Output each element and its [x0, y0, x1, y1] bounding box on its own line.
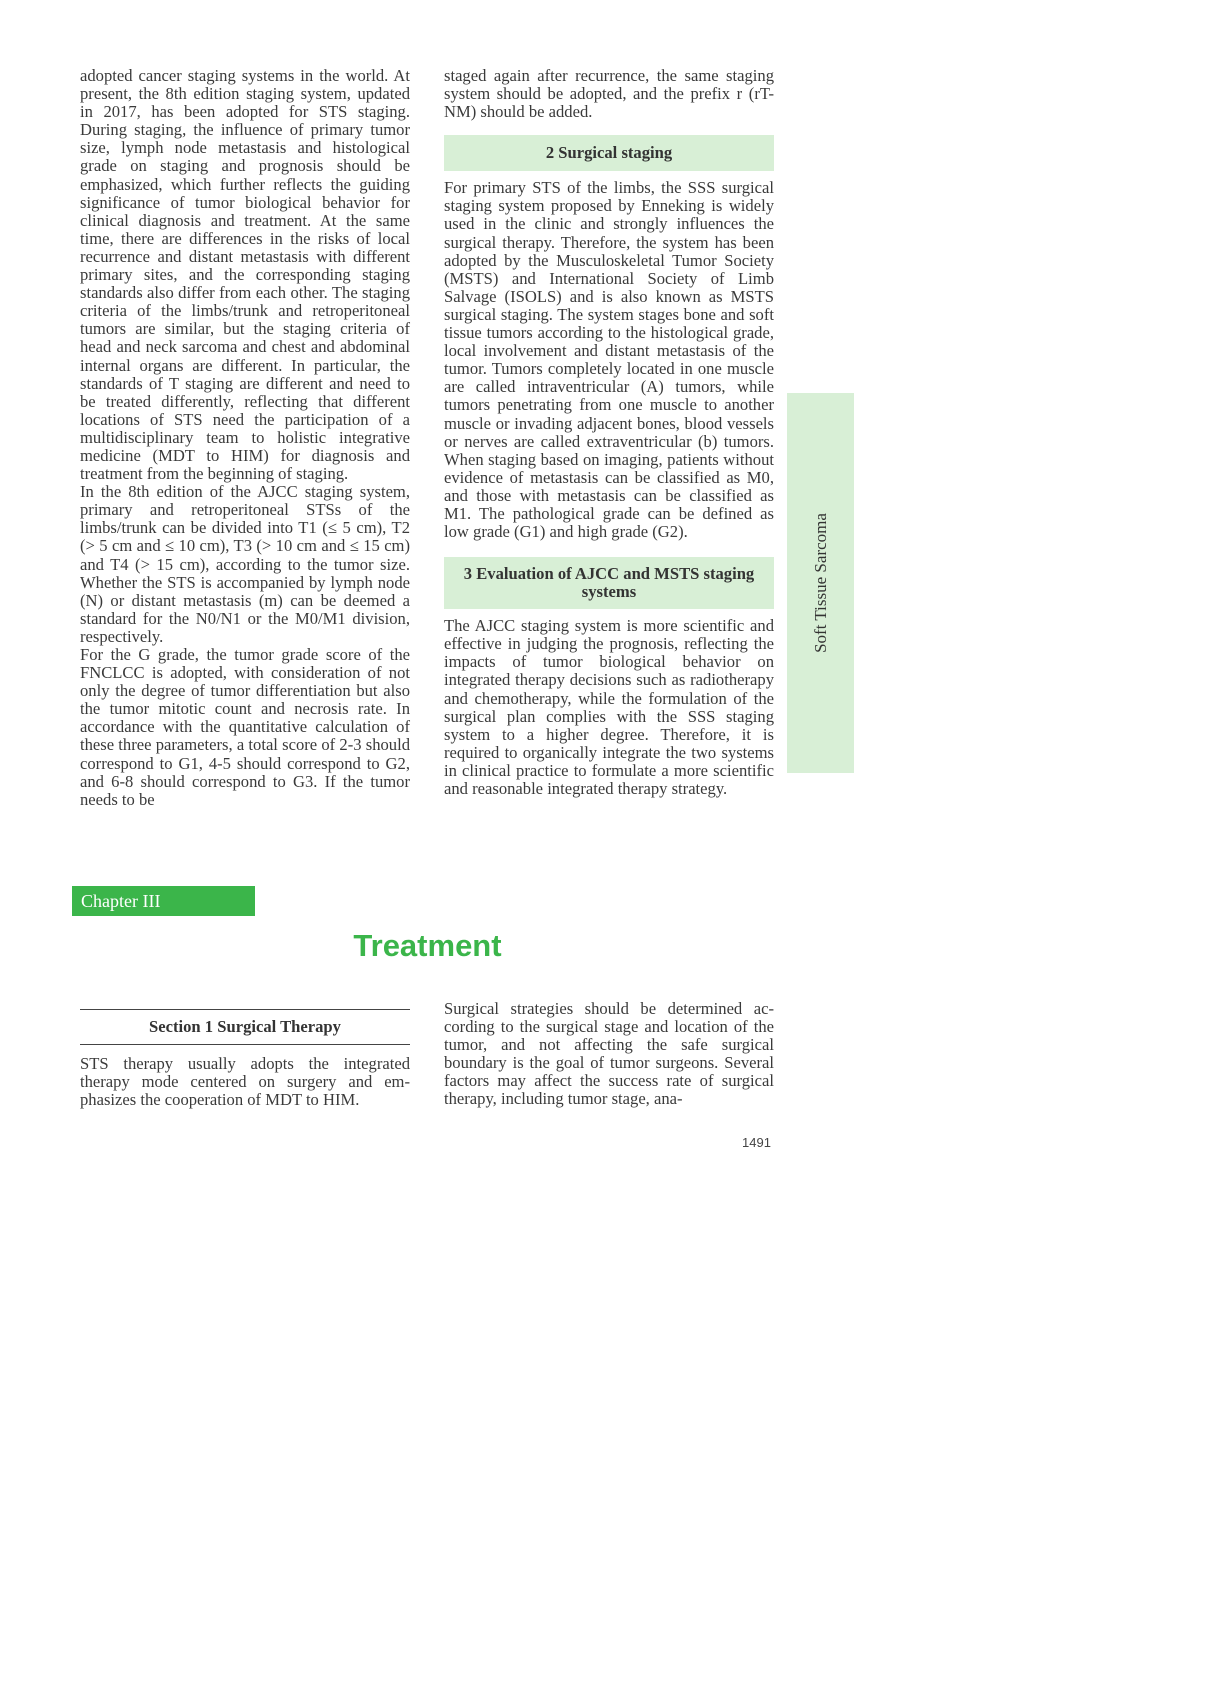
side-tab: [787, 393, 854, 773]
left-column-top: [80, 67, 410, 809]
heading-surgical-staging: 2 Surgical staging: [444, 135, 774, 171]
chapter-title: Treatment: [353, 928, 502, 963]
heading-evaluation: 3 Evaluation of AJCC and MSTS staging systems: [444, 557, 774, 609]
paragraph-surgical-staging: For primary STS of the limbs, the SSS surgical staging system proposed by Enneking is widely used in the clinic and strongly influences the surgical therapy. Therefore, the system has been adopted by the Musculoskeletal Tumor Society (MSTS) and International Society of Limb Salvage (ISOLS) and is also known as MSTS surgical staging. The system stages bone and soft tissue tumors according to the histological grade, local involvement and distant metastasis of the tumor. Tumors completely located in one muscle are called intraventricular (A) tumors, while tumors penetrating from one muscle to another muscle or invading adjacent bones, blood vessels or nerves are called extraventricular (b) tumors. When staging based on imaging, patients without evidence of metastasis can be classified as M0, and those with metastasis can be classified as M1. The pathological grade can be defined as low grade (G1) and high grade (G2).: [444, 178, 774, 542]
chapter-bar: [72, 886, 255, 916]
right-column-bottom: [444, 1000, 774, 1109]
paragraph-evaluation: The AJCC staging system is more scientific and effective in judging the prognosis, reflecting the impacts of tumor biological behavior on integrated therapy decisions such as radiotherapy and chemotherapy, while the formulation of the surgical plan complies with the SSS staging system to a higher degree. Therefore, it is required to organically integrate the two systems in clinical practice to formulate a more scientific and reasonable integrated therapy strategy.: [444, 616, 774, 798]
left-column-bottom: [80, 1055, 410, 1109]
section-heading-box: [80, 1009, 410, 1045]
paragraph-staging-intro: adopted cancer staging systems in the world. At present, the 8th edition staging system, updated in 2017, has been adopted for STS staging. During staging, the influence of primary tumor size, lymph node metastasis and histological grade on staging and prognosis should be emphasized, which further reflects the guiding significance of tumor biological behavior for clinical diagnosis and treatment. At the same time, there are differences in the risks of local recurrence and distant metastasis with different primary sites, and the corresponding staging standards also differ from each other. The staging criteria of the limbs/trunk and retroperitoneal tumors are similar, but the staging criteria of head and neck sarcoma and chest and abdominal internal organs are different. In particular, the standards of T staging are different and need to be treated differently, reflecting that different locations of STS need the participation of a multidisciplinary team to holistic integrative medicine (MDT to HIM) for diagnosis and treatment from the beginning of staging.: [80, 66, 410, 484]
side-tab-label: Soft Tissue Sarcoma: [810, 513, 830, 653]
chapter-label: Chapter III: [81, 891, 161, 911]
paragraph-sts-therapy: STS therapy usually adopts the integrated therapy mode centered on surgery and emphasizes the cooperation of MDT to HIM.: [80, 1054, 410, 1110]
section-title: Section 1 Surgical Therapy: [149, 1017, 341, 1036]
right-column-top: [444, 67, 774, 798]
paragraph-surgical-strategies: Surgical strategies should be determined according to the surgical stage and location of the tumor, and not affecting the safe surgical boundary is the goal of tumor surgeons. Several factors may affect the success rate of surgical therapy, including tumor stage, ana-: [444, 999, 774, 1109]
page-number: 1491: [742, 1135, 771, 1150]
paragraph-ajcc-tsize: In the 8th edition of the AJCC staging system, primary and retroperitoneal STSs of the limbs/trunk can be divided into T1 (≤ 5 cm), T2 (> 5 cm and ≤ 10 cm), T3 (> 10 cm and ≤ 15 cm) and T4 (> 15 cm), according to the tumor size. Whether the STS is accompanied by lymph node (N) or distant metastasis (m) can be deemed a standard for the N0/N1 or the M0/M1 division, respectively.: [80, 482, 410, 646]
paragraph-recurrence: staged again after recurrence, the same staging system should be adopted, and the prefix r (rT-NM) should be added.: [444, 66, 774, 122]
paragraph-g-grade: For the G grade, the tumor grade score of the FNCLCC is adopted, with consideration of not only the degree of tumor differentiation but also the tumor mitotic count and necrosis rate. In accordance with the quantitative calculation of these three parameters, a total score of 2-3 should correspond to G1, 4-5 should correspond to G2, and 6-8 should correspond to G3. If the tumor needs to be: [80, 645, 410, 809]
